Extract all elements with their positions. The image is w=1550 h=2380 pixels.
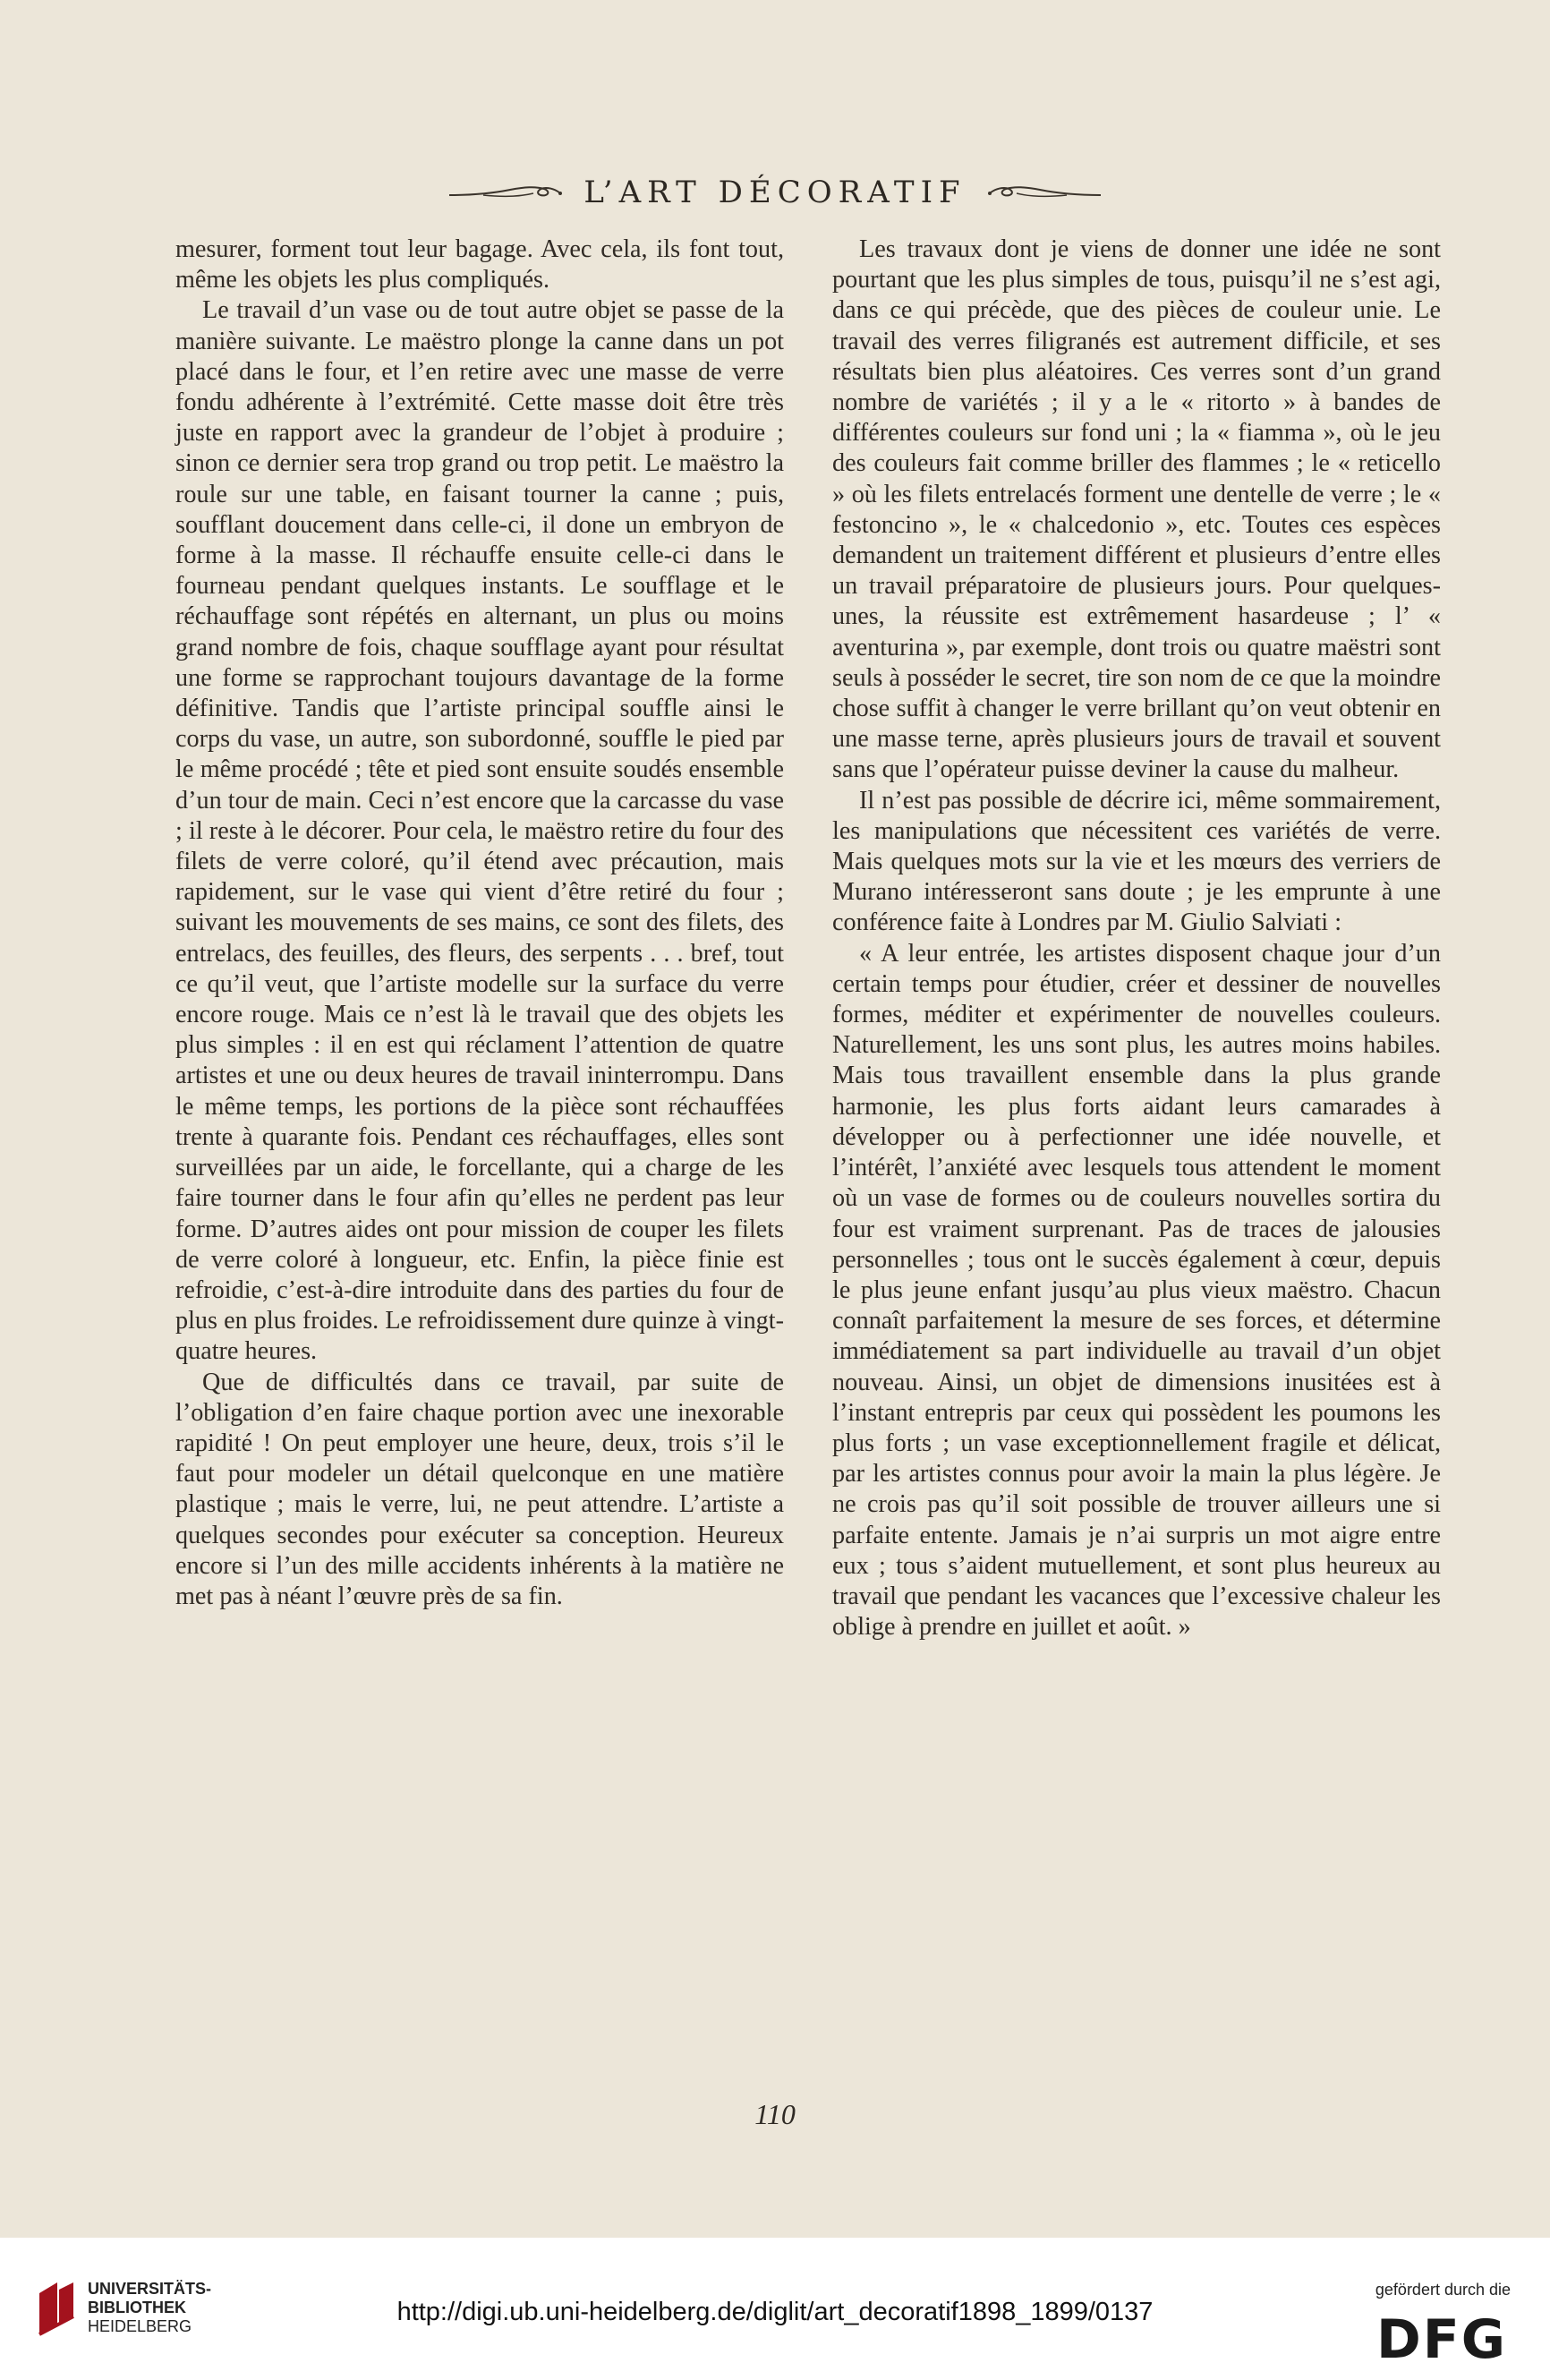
page-header-title: L’ART DÉCORATIF [583,175,967,210]
paragraph: mesurer, forment tout leur bagage. Avec cela, ils font tout, même les objets les plus compliqués. [175,235,784,294]
paragraph: Les travaux dont je viens de donner une idée ne sont pourtant que les plus simples de tous, puisqu’il ne s’est agi, dans ce qui précède, que des pièces de couleur unie. Le travail des verres filigranés est autrement difficile, et ses résultats bien plus aléatoires. Ces verres sont d’un grand nombre de variétés ; il y a le « ritorto » à bandes de différentes couleurs sur fond uni ; la « fiamma », où le jeu des couleurs fait comme briller des flammes ; le « reticello » où les filets entrelacés forment une dentelle de verre ; le « festoncino », le « chalcedonio », etc. Toutes ces espèces demandent un traitement différent et plusieurs d’entre elles un travail préparatoire de plusieurs jours. Pour quelques-unes, la réussite est extrêmement hasardeuse ; l’ « aventurina », par exemple, dont trois ou quatre maëstri sont seuls à posséder le secret, tire son nom de ce que la moindre chose suffit à changer le verre brillant qu’on veut obtenir en une masse terne, après plusieurs jours de travail et souvent sans que l’opérateur puisse deviner la cause du malheur. [832,235,1441,784]
left-text-column [175,235,784,1612]
library-name-line: HEIDELBERG [88,2317,192,2335]
paragraph: Il n’est pas possible de décrire ici, même sommairement, les manipulations que nécessitent ces variétés de verre. Mais quelques mots sur la vie et les mœurs des verriers de Murano intéresseront sans doute ; je les emprunte à une conférence faite à Londres par M. Giulio Salviati : [832,786,1441,937]
right-text-column [832,235,1441,1642]
paragraph: Le travail d’un vase ou de tout autre objet se passe de la manière suivante. Le maëstro plonge la canne dans un pot placé dans le four, et l’en retire avec une masse de verre fondu adhérente à l’extrémité. Cette masse doit être très juste en rapport avec la grandeur de l’objet à produire ; sinon ce dernier sera trop grand ou trop petit. Le maëstro la roule sur une table, en faisant tourner la canne ; puis, soufflant doucement dans celle-ci, il done un embryon de forme à la masse. Il réchauffe ensuite celle-ci dans le fourneau pendant quelques instants. Le soufflage et le réchauffage sont répétés en alternant, un plus ou moins grand nombre de fois, chaque soufflage ayant pour résultat une forme se rapprochant toujours davantage de la forme définitive. Tandis que l’artiste principal souffle ainsi le corps du vase, un autre, son subordonné, souffle le pied par le même procédé ; tête et pied sont ensuite soudés ensemble d’un tour de main. Ceci n’est encore que la carcasse du vase ; il reste à le décorer. Pour cela, le maëstro retire du four des filets de verre coloré, qu’il étend avec précaution, mais rapidement, sur le vase qui vient d’être retiré du four ; suivant les mouvements de ses mains, ce sont des filets, des entrelacs, des feuilles, des fleurs, des serpents . . . bref, tout ce qu’il veut, que l’artiste modelle sur la surface du verre encore rouge. Mais ce n’est là le travail que des objets les plus simples : il en est qui réclament l’attention de quatre artistes et une ou deux heures de travail ininterrompu. Dans le même temps, les portions de la pièce sont réchauffées trente à quarante fois. Pendant ces réchauffages, elles sont surveillées par un aide, le forcellante, qui a charge de les faire tourner dans le four afin qu’elles ne perdent pas leur forme. D’autres aides ont pour mission de couper les filets de verre coloré à longueur, etc. Enfin, la pièce finie est refroidie, c’est-à-dire introduite dans des parties du four de plus en plus froides. Le refroidissement dure quinze à vingt-quatre heures. [175,296,784,1366]
funded-by-label: gefördert durch die [1375,2281,1511,2299]
library-name-line: BIBLIOTHEK [88,2299,186,2316]
paragraph: Que de difficultés dans ce travail, par suite de l’obligation d’en faire chaque portion avec une inexorable rapidité ! On peut employer une heure, deux, trois s’il le faut pour modeler un détail quelconque en une matière plastique ; mais le verre, lui, ne peut attendre. L’artiste a quelques secondes pour exécuter sa conception. Heureux encore si l’un des mille accidents inhérents à la matière ne met pas à néant l’œuvre près de sa fin. [175,1368,784,1610]
running-header [0,170,1550,215]
library-name-line: UNIVERSITÄTS- [88,2280,212,2298]
page-number: 110 [754,2098,796,2130]
right-ornament-icon [986,181,1103,204]
dfg-logo-icon [1376,2311,1511,2363]
left-ornament-icon [447,181,564,204]
permalink-url[interactable]: http://digi.ub.uni-heidelberg.de/diglit/art_decoratif1898_1899/0137 [396,2298,1154,2326]
dfg-logo-text: DFG [1376,2311,1508,2363]
paragraph: « A leur entrée, les artistes disposent chaque jour d’un certain temps pour étudier, créer et dessiner de nouvelles formes, méditer et expérimenter de nouvelles couleurs. Naturellement, les uns sont plus, les autres moins habiles. Mais tous travaillent ensemble dans la plus grande harmonie, les plus forts aidant leurs camarades à développer ou à perfectionner une idée nouvelle, et l’intérêt, l’anxiété avec lesquels tous attendent le moment où un vase de formes ou de couleurs nouvelles sortira du four est vraiment surprenant. Pas de traces de jalousies personnelles ; tous ont le succès également à cœur, depuis le plus jeune enfant jusqu’au plus vieux maëstro. Chacun connaît parfaitement la mesure de ses forces, et détermine immédiatement sa part individuelle au travail d’un objet nouveau. Ainsi, un objet de dimensions inusitées est à l’instant entrepris par ceux qui possèdent les poumons les plus forts ; un vase exceptionnellement fragile et délicat, par les artistes connus pour avoir la main la plus légère. Je ne crois pas qu’il soit possible de trouver ailleurs une si parfaite entente. Jamais je n’ai surpris un mot aigre entre eux ; tous s’aident mutuellement, et sont plus heureux au travail que pendant les vacances que l’excessive chaleur les oblige à prendre en juillet et août. » [832,939,1441,1642]
